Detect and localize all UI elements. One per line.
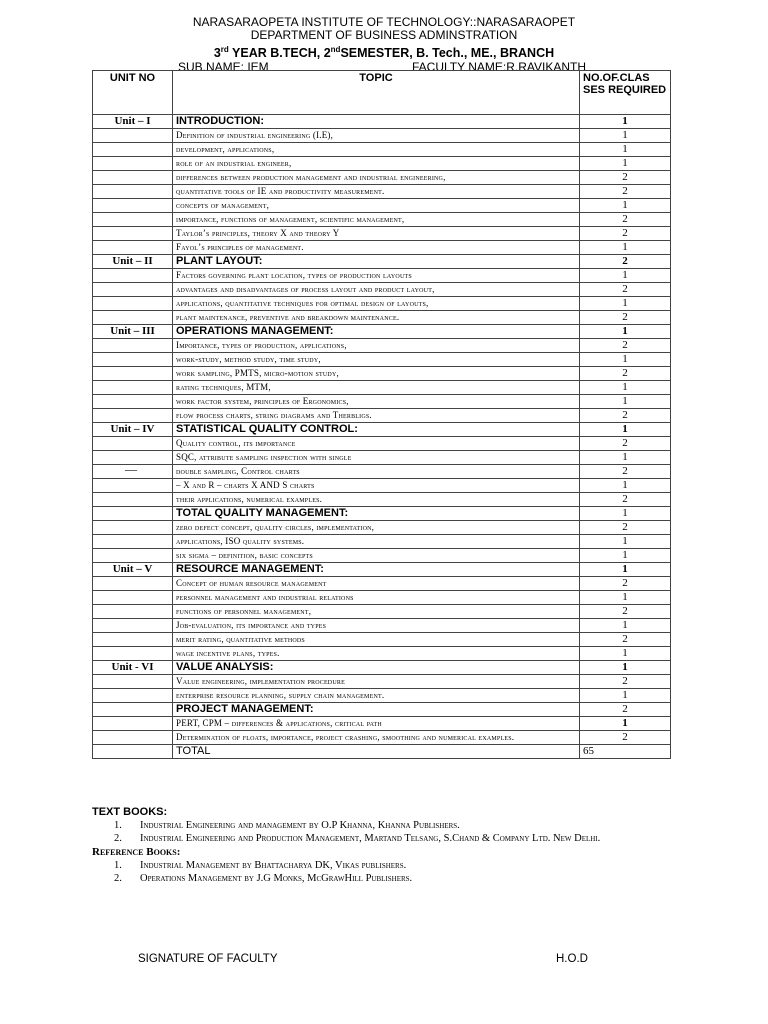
table-row [93,703,671,717]
unit-cell [93,462,173,479]
table-row [93,381,671,395]
syllabus-table [92,70,671,759]
topic-cell: Job-evaluation, its importance and types [173,619,580,633]
classes-cell: 1 [580,381,671,395]
topic-heading-cell: PLANT LAYOUT: [173,255,580,269]
unit-cell [93,633,173,647]
unit-cell [93,479,173,493]
classes-cell: 1 [580,115,671,129]
classes-cell: 2 [580,185,671,199]
unit-cell [93,227,173,241]
document-header [0,16,768,74]
year-mid: YEAR B.TECH, 2 [228,46,331,61]
unit-cell [93,409,173,423]
table-row [93,283,671,297]
unit-cell [93,143,173,157]
classes-cell: 1 [580,507,671,521]
subject-name: SUB.NAME: IEM [178,60,269,75]
table-row [93,689,671,703]
classes-cell: 2 [580,171,671,185]
topic-cell: TOTAL [173,745,580,759]
classes-cell: 1 [580,619,671,633]
unit-cell [93,507,173,521]
classes-cell: 1 [580,591,671,605]
topic-cell: work factor system, principles of Ergonomics, [173,395,580,409]
table-row [93,227,671,241]
classes-cell: 1 [580,199,671,213]
table-row [93,507,671,521]
classes-cell: 2 [580,339,671,353]
unit-cell [93,521,173,535]
classes-cell: 1 [580,353,671,367]
unit-cell [93,241,173,255]
unit-cell [93,675,173,689]
topic-cell: double sampling, Control charts [173,465,580,479]
table-row [93,717,671,731]
department-name: DEPARTMENT OF BUSINESS ADMINSTRATION [250,28,518,42]
table-row [93,619,671,633]
institute-name: NARASARAOPETA INSTITUTE OF TECHNOLOGY::NARASARAOPET [192,15,576,29]
classes-cell: 2 [580,703,671,717]
unit-cell [93,171,173,185]
unit-cell [93,353,173,367]
book-item [92,819,682,832]
table-row [93,731,671,745]
topic-cell: Definition of industrial engineering (I.E), [173,129,580,143]
unit-cell [93,297,173,311]
table-row [93,647,671,661]
topic-cell: advantages and disadvantages of process layout and product layout, [173,283,580,297]
classes-cell: 2 [580,283,671,297]
unit-cell [93,129,173,143]
unit-cell [93,381,173,395]
unit-cell [93,605,173,619]
unit-cell [93,591,173,605]
unit-cell [93,157,173,171]
classes-cell: 1 [580,647,671,661]
table-row [93,213,671,227]
table-row [93,437,671,451]
table-row [93,409,671,423]
table-row [93,577,671,591]
topic-cell: Value engineering, implementation procedure [173,675,580,689]
classes-cell: 1 [580,269,671,283]
topic-cell: differences between production management and industrial engineering, [173,171,580,185]
classes-cell: 2 [580,493,671,507]
classes-cell: 2 [580,731,671,745]
syllabus-body [93,115,671,759]
classes-cell: 1 [580,479,671,493]
topic-cell: role of an industrial engineer, [173,157,580,171]
table-row [93,241,671,255]
table-row [93,465,671,479]
table-row [93,479,671,493]
topic-cell: Importance, types of production, applications, [173,339,580,353]
classes-cell: 2 [580,409,671,423]
unit-cell [93,745,173,759]
book-title: Industrial Engineering and management by O.P Khanna, Khanna Publishers. [140,820,460,831]
book-title: Operations Management by J.G Monks, McGrawHill Publishers. [140,873,413,884]
book-number: 2. [114,873,122,884]
unit-cell [93,493,173,507]
book-number: 2. [114,833,122,844]
table-row [93,549,671,563]
table-row [93,535,671,549]
classes-cell: 2 [580,605,671,619]
topic-cell: applications, quantitative techniques for optimal design of layouts, [173,297,580,311]
unit-cell [93,717,173,731]
faculty-signature-label: SIGNATURE OF FACULTY [138,953,278,965]
unit-no-header: UNIT NO [93,71,173,115]
table-row [93,605,671,619]
unit-cell [93,395,173,409]
unit-cell: Unit - VI [93,661,173,675]
table-row [93,353,671,367]
topic-cell: SQC, attribute sampling inspection with single [173,451,580,465]
topic-heading-cell: RESOURCE MANAGEMENT: [173,563,580,577]
unit-cell [93,283,173,297]
classes-cell: 1 [580,661,671,675]
unit-cell [93,731,173,745]
classes-cell: 1 [580,689,671,703]
unit-cell [93,577,173,591]
topic-cell: enterprise resource planning, supply chain management. [173,689,580,703]
classes-cell: 2 [580,213,671,227]
classes-cell: 1 [580,395,671,409]
book-title: Industrial Engineering and Production Management, Martand Telsang, S.Chand & Company Ltd. New Delhi. [140,833,601,844]
book-number: 1. [114,820,122,831]
table-row [93,367,671,381]
topic-heading-cell: VALUE ANALYSIS: [173,661,580,675]
table-row [93,115,671,129]
topic-cell: Concept of human resource management [173,577,580,591]
topic-cell: rating techniques, MTM, [173,381,580,395]
classes-cell: 1 [580,423,671,437]
table-row [93,661,671,675]
table-row [93,395,671,409]
course-line [0,42,768,61]
year-number: 3 [213,46,221,61]
text-books-heading: TEXT BOOKS: [92,806,168,818]
classes-cell: 2 [580,227,671,241]
classes-cell: 1 [580,451,671,465]
unit-cell [93,535,173,549]
reference-books-list [92,859,682,885]
topic-cell: work-study, method study, time study, [173,353,580,367]
classes-cell: 65 [580,745,671,759]
topic-heading-cell: TOTAL QUALITY MANAGEMENT: [173,507,580,521]
topic-cell: development, applications, [173,143,580,157]
book-number: 1. [114,860,122,871]
topic-cell: applications, ISO quality systems. [173,535,580,549]
table-row [93,745,671,759]
unit-cell: Unit – I [93,115,173,129]
table-row [93,675,671,689]
classes-required-header: NO.OF.CLAS SES REQUIRED [580,71,671,115]
books-section [92,805,682,885]
unit-cell [93,213,173,227]
topic-cell: personnel management and industrial relations [173,591,580,605]
classes-cell: 1 [580,241,671,255]
table-row [93,269,671,283]
table-header-row [93,71,671,115]
book-title: Industrial Management by Bhattacharya DK, Vikas publishers. [140,860,407,871]
topic-cell: Fayol’s principles of management. [173,241,580,255]
table-row [93,633,671,647]
unit-cell [93,703,173,717]
classes-cell: 1 [580,717,671,731]
unit-cell: Unit – II [93,255,173,269]
topic-header: TOPIC [173,71,580,115]
classes-cell: 1 [580,297,671,311]
table-row [93,521,671,535]
topic-cell: Quality control, its importance [173,437,580,451]
table-row [93,199,671,213]
unit-cell [93,689,173,703]
unit-cell [93,185,173,199]
table-row [93,129,671,143]
semester-suffix-sup: nd [330,45,341,54]
hod-signature-label: H.O.D [556,953,588,965]
table-row [93,255,671,269]
table-row [93,143,671,157]
topic-cell: their applications, numerical examples. [173,493,580,507]
topic-cell: plant maintenance, preventive and breakdown maintenance. [173,311,580,325]
year-suffix-sup: rd [220,45,229,54]
text-books-list [92,819,682,845]
table-row [93,311,671,325]
table-row [93,325,671,339]
topic-cell: Determination of floats, importance, project crashing, smoothing and numerical examples. [173,731,580,745]
unit-cell [93,199,173,213]
classes-cell: 1 [580,563,671,577]
classes-cell: 1 [580,143,671,157]
course-text: SEMESTER, B. Tech., ME., BRANCH [340,46,555,61]
topic-heading-cell: STATISTICAL QUALITY CONTROL: [173,423,580,437]
table-row [93,423,671,437]
classes-cell: 2 [580,465,671,479]
table-row [93,185,671,199]
table-row [93,171,671,185]
unit-cell: Unit – III [93,325,173,339]
classes-cell: 2 [580,437,671,451]
unit-cell [93,311,173,325]
unit-cell: Unit – V [93,563,173,577]
unit-cell [93,367,173,381]
table-row [93,451,671,465]
unit-cell [93,269,173,283]
table-row [93,591,671,605]
topic-cell: Factors governing plant location, types of production layouts [173,269,580,283]
unit-cell [93,619,173,633]
topic-cell: zero defect concept, quality circles, implementation, [173,521,580,535]
topic-cell: functions of personnel management, [173,605,580,619]
classes-cell: 2 [580,521,671,535]
topic-cell: wage incentive plans, types. [173,647,580,661]
classes-cell: 2 [580,255,671,269]
classes-cell: 2 [580,311,671,325]
reference-books-heading: Reference Books: [92,846,181,858]
topic-cell: Taylor’s principles, theory X and theory Y [173,227,580,241]
classes-cell: 1 [580,549,671,563]
classes-cell: 2 [580,633,671,647]
overline-mark: — [125,462,137,476]
book-item [92,832,682,845]
topic-cell: concepts of management, [173,199,580,213]
unit-cell [93,339,173,353]
table-row [93,157,671,171]
classes-cell: 1 [580,325,671,339]
topic-cell: six sigma – definition, basic concepts [173,549,580,563]
topic-heading-cell: PROJECT MANAGEMENT: [173,703,580,717]
classes-cell: 2 [580,367,671,381]
topic-cell: – X and R – charts X AND S charts [173,479,580,493]
unit-cell [93,647,173,661]
classes-cell: 1 [580,157,671,171]
classes-cell: 2 [580,675,671,689]
topic-cell: work sampling, PMTS, micro-motion study, [173,367,580,381]
classes-cell: 1 [580,129,671,143]
topic-cell: flow process charts, string diagrams and Therbligs. [173,409,580,423]
classes-cell: 1 [580,535,671,549]
table-row [93,493,671,507]
topic-heading-cell: OPERATIONS MANAGEMENT: [173,325,580,339]
unit-cell: Unit – IV [93,423,173,437]
topic-cell: merit rating, quantitative methods [173,633,580,647]
topic-cell: importance, functions of management, scientific management, [173,213,580,227]
table-row [93,563,671,577]
book-item [92,859,682,872]
classes-cell: 2 [580,577,671,591]
topic-heading-cell: INTRODUCTION: [173,115,580,129]
book-item [92,872,682,885]
table-row [93,297,671,311]
topic-cell: quantitative tools of IE and productivity measurement. [173,185,580,199]
topic-cell: PERT, CPM – differences & applications, critical path [173,717,580,731]
unit-cell [93,437,173,451]
unit-cell [93,549,173,563]
faculty-name: FACULTY NAME:R.RAVIKANTH [412,60,587,75]
table-row [93,339,671,353]
